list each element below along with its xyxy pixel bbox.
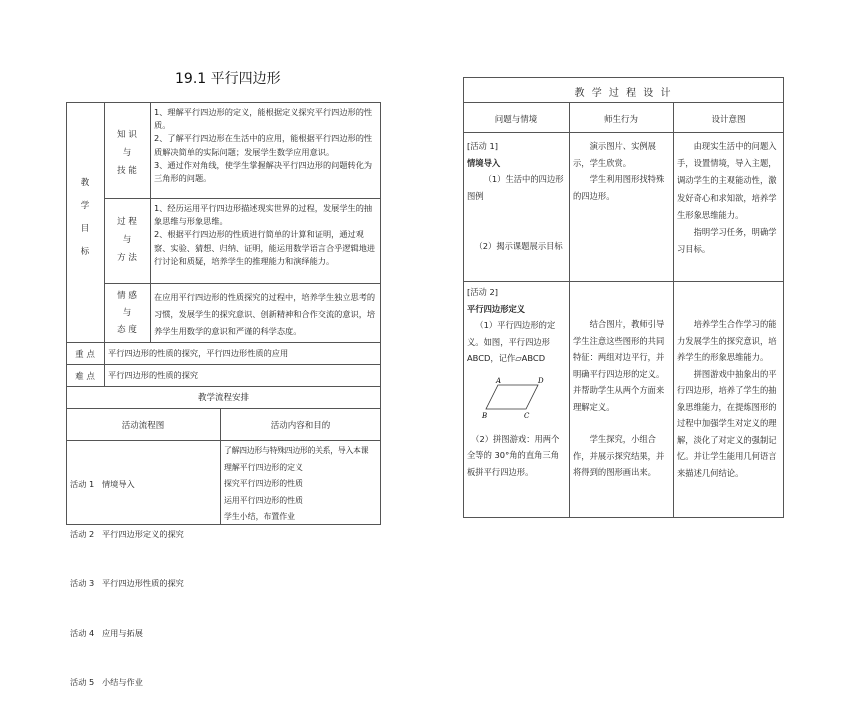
- activity-tag: [活动 1]: [467, 141, 498, 151]
- vertex-label-a: A: [496, 377, 502, 385]
- difficulty-text: 平行四边形的性质的探究: [108, 370, 199, 380]
- activity2-intent: [677, 316, 781, 481]
- list-item: 学生小结，布置作业: [224, 512, 296, 521]
- intent-text: 拼图游戏中抽象出的平行四边形，培养了学生的抽象思维能力，在提炼图形的过程中加强学生对定义的理解，淡化了对定义的强制记忆。并让学生能用几何语言来描述几何结论。: [677, 368, 777, 478]
- vertex-label-c: C: [524, 412, 530, 420]
- teacher-text: 学生探究，小组合作，并展示探究结果，并将得到的图形画出来。: [573, 434, 665, 477]
- objective-content-process: 1、经历运用平行四边形描述现实世界的过程，发展学生的抽象思维与形象思维。 2、根据平行四边形的性质进行简单的计算和证明，通过观察、实验、猜想、归纳、证明，能运用数学语言合乎逻辑地进行讨论和质疑，培养学生的推理能力和演绎能力。: [154, 203, 376, 266]
- objectives-category-label: 教 学 目 标: [80, 178, 90, 257]
- objective-label-attitude: 情 感 与 态 度: [117, 291, 137, 335]
- activity1-intent: [677, 138, 781, 258]
- parallelogram-figure: [478, 375, 548, 421]
- question-text: （2）揭示课题展示目标: [474, 241, 563, 251]
- flow-col2-header: 活动内容和目的: [270, 421, 331, 431]
- teacher-text: 结合图片，教师引导学生注意这些图形的共同特征：两组对边平行，并明确平行四边形的定义。并帮助学生从两个方面来理解定义。: [573, 319, 665, 412]
- activity1-teacher: [573, 138, 670, 204]
- activity1-problem: [467, 138, 567, 255]
- question-text: （1）平行四边形的定义。如图，平行四边形 ABCD，记作▱ABCD: [467, 320, 556, 363]
- activity2-teacher: [573, 316, 670, 481]
- vertex-label-b: B: [482, 412, 488, 420]
- flow-heading: 教学流程安排: [197, 393, 249, 403]
- list-item: 活动 1 情境导入: [70, 479, 135, 489]
- activity-title: 平行四边形定义: [467, 303, 526, 314]
- key-point-label: 重 点: [75, 350, 95, 360]
- col-header-problem: 问题与情境: [494, 115, 538, 125]
- teacher-text: 演示图片、实例展示，学生欣赏。: [573, 141, 656, 168]
- teacher-text: 学生利用图形找特殊的四边形。: [573, 174, 665, 201]
- list-item: 活动 5 小结与作业: [70, 677, 143, 687]
- list-item: 探究平行四边形的性质: [224, 479, 303, 488]
- list-item: 活动 3 平行四边形性质的探究: [70, 578, 184, 588]
- objective-content-attitude: 在应用平行四边形的性质探究的过程中，培养学生独立思考的习惯，发展学生的探究意识、创新精神和合作交流的意识，培养学生用数学的意识和严谨的科学态度。: [154, 292, 376, 336]
- flow-purpose-list: [224, 443, 380, 526]
- question-text: （2）拼图游戏：用两个全等的 30°角的直角三角板拼平行四边形。: [467, 433, 560, 477]
- list-item: 活动 2 平行四边形定义的探究: [70, 528, 184, 539]
- list-item: 运用平行四边形的性质: [224, 495, 303, 505]
- list-item: 活动 4 应用与拓展: [70, 627, 143, 638]
- activity-title: 情境导入: [467, 157, 501, 168]
- intent-text: 指明学习任务，明确学习目标。: [677, 227, 777, 255]
- question-text: （1）生活中的四边形图例: [467, 174, 564, 201]
- flow-activity-list: [70, 443, 218, 724]
- col-header-teacher: 师生行为: [603, 115, 638, 125]
- process-heading: 教 学 过 程 设 计: [574, 88, 673, 99]
- flow-col1-header: 活动流程图: [121, 421, 165, 431]
- objective-content-knowledge: 1、理解平行四边形的定义，能根据定义探究平行四边形的性质。 2、了解平行四边形在生活中的应用，能根据平行四边形的性质解决简单的实际问题；发展学生数学应用意识。 3、通过作对角线，使学生掌握解决平行四边形的问题转化为三角形的问题。: [154, 107, 373, 184]
- list-item: 理解平行四边形的定义: [224, 462, 303, 472]
- objective-label-knowledge: 知 识 与 技 能: [117, 130, 137, 176]
- activity-tag: [活动 2]: [467, 287, 498, 297]
- difficulty-label: 难 点: [75, 372, 95, 382]
- vertex-label-d: D: [538, 377, 544, 385]
- intent-text: 由现实生活中的问题入手，设置情境，导入主题，调动学生的主观能动性，激发好奇心和求知欲，培养学生形象思维能力。: [677, 141, 777, 220]
- page-title: 19.1 平行四边形: [175, 71, 281, 87]
- col-header-intent: 设计意图: [711, 115, 746, 125]
- intent-text: 培养学生合作学习的能力发展学生的探究意识，培养学生的形象思维能力。: [677, 319, 777, 362]
- list-item: 了解四边形与特殊四边形的关系，导入本课: [224, 446, 369, 455]
- key-point-text: 平行四边形的性质的探究，平行四边形性质的应用: [108, 348, 289, 358]
- objective-label-process: 过 程 与 方 法: [117, 217, 137, 263]
